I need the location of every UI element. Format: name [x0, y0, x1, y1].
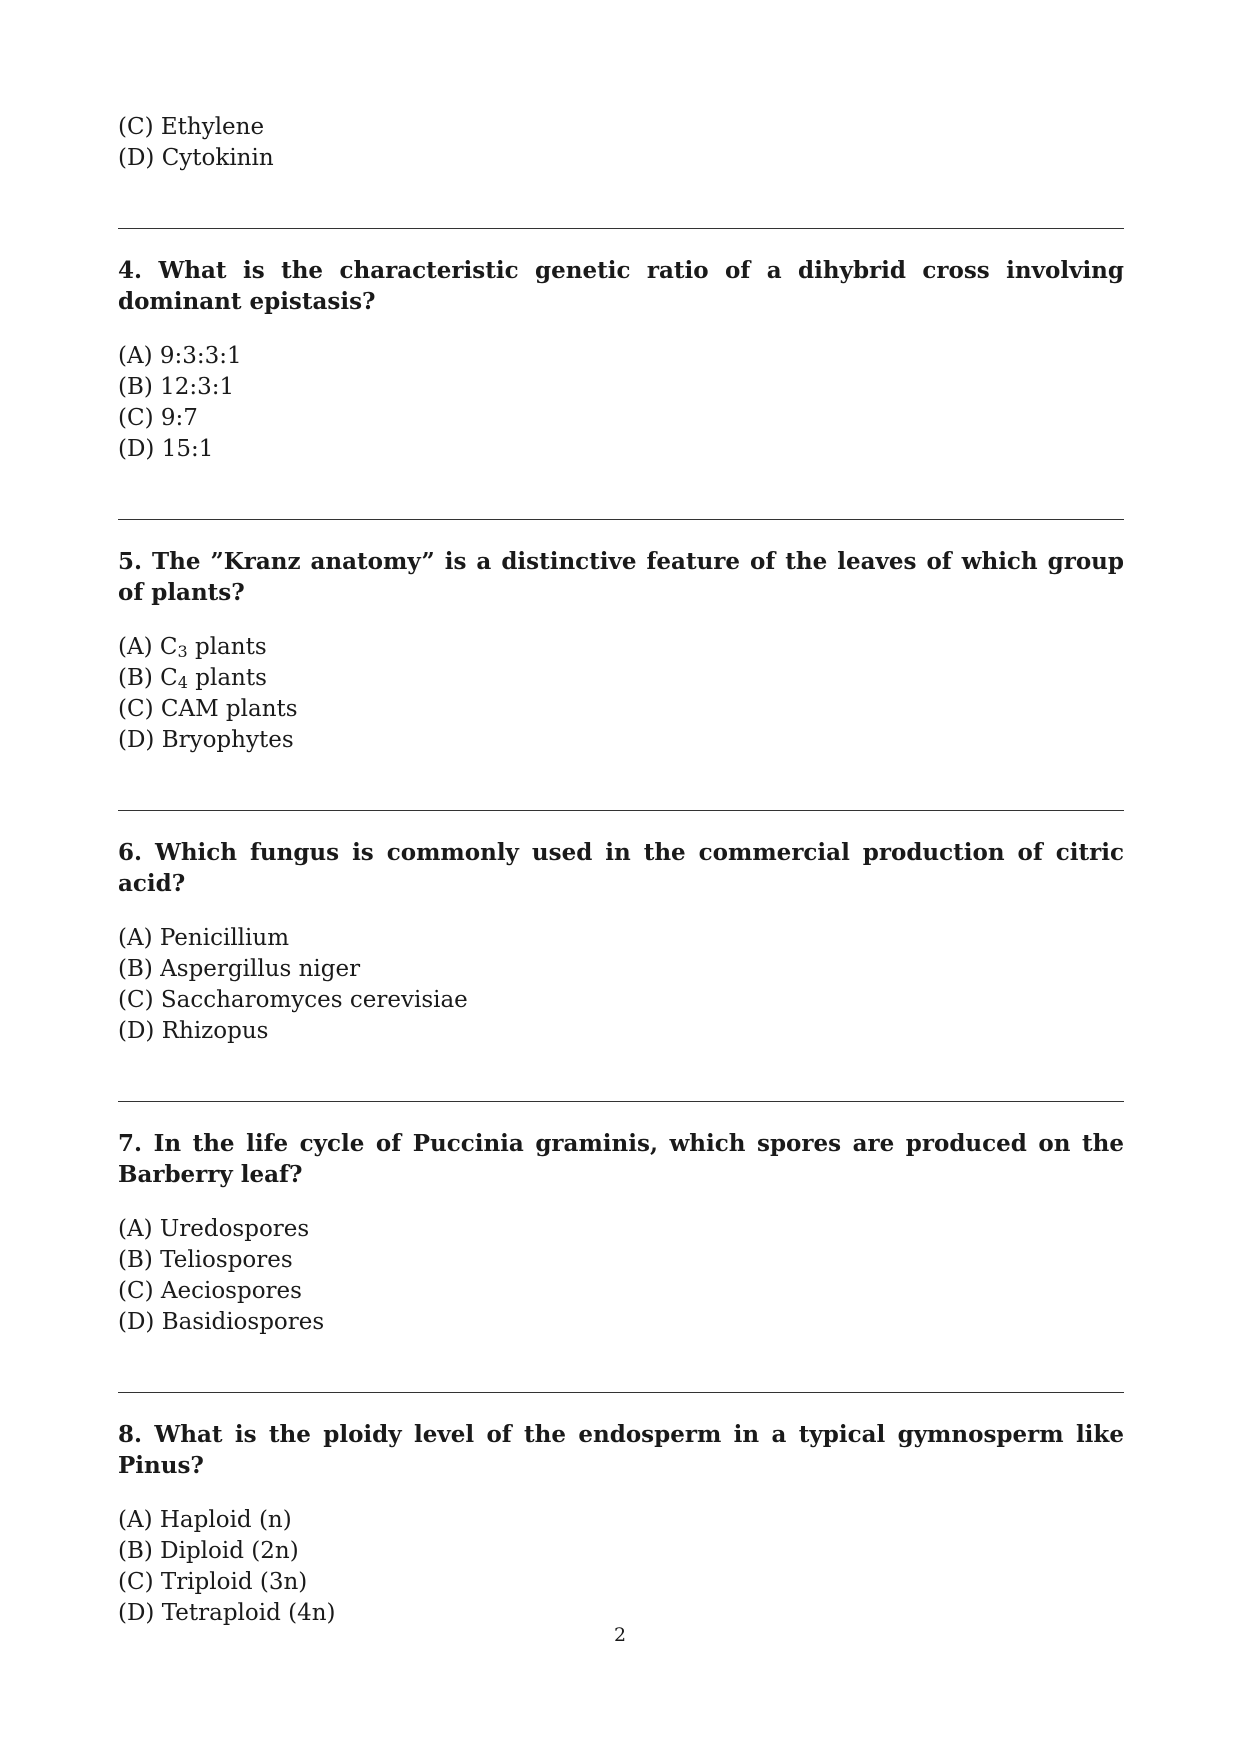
option: (B) Teliospores — [118, 1247, 293, 1273]
question-stem: What is the ploidy level of the endosperm in a typical gymnosperm like Pinus? — [118, 1421, 1124, 1479]
question-block-8 — [118, 1419, 1124, 1629]
option: (B) Diploid (2n) — [118, 1538, 299, 1564]
option: (B) 12:3:1 — [118, 374, 235, 400]
divider — [118, 1101, 1124, 1102]
option: (D) Rhizopus — [118, 1018, 269, 1044]
page-number: 2 — [613, 1624, 627, 1646]
option: (D) Tetraploid (4n) — [118, 1600, 336, 1626]
question-text — [118, 255, 1124, 317]
options-list — [118, 632, 1124, 756]
option: (D) 15:1 — [118, 436, 214, 462]
exam-page — [118, 112, 1124, 1629]
question-text — [118, 1419, 1124, 1481]
option: (C) Triploid (3n) — [118, 1569, 308, 1595]
question-stem: In the life cycle of Puccinia graminis, which spores are produced on the Barberry leaf? — [118, 1130, 1124, 1188]
option: (C) Ethylene — [118, 114, 265, 140]
option: (C) Aeciospores — [118, 1278, 302, 1304]
divider — [118, 810, 1124, 811]
option: (C) Saccharomyces cerevisiae — [118, 987, 468, 1013]
option: (A) Haploid (n) — [118, 1507, 292, 1533]
option: (A) 9:3:3:1 — [118, 343, 242, 369]
options-list — [118, 1214, 1124, 1338]
question-number: 4. — [118, 257, 143, 284]
divider — [118, 1392, 1124, 1393]
option: (D) Cytokinin — [118, 145, 274, 171]
question-stem: Which fungus is commonly used in the commercial production of citric acid? — [118, 839, 1124, 897]
option-subscript: 3 — [177, 642, 188, 661]
options-list — [118, 341, 1124, 465]
option-suffix: plants — [187, 634, 267, 660]
divider — [118, 519, 1124, 520]
question-text — [118, 546, 1124, 608]
option — [118, 663, 1124, 694]
question-block-5 — [118, 546, 1124, 756]
question-stem: The ”Kranz anatomy” is a distinctive feature of the leaves of which group of plants? — [118, 548, 1124, 606]
option: (C) CAM plants — [118, 696, 298, 722]
question-block-7 — [118, 1128, 1124, 1338]
question-number: 8. — [118, 1421, 143, 1448]
options-list — [118, 923, 1124, 1047]
option: (A) Penicillium — [118, 925, 290, 951]
question-block-4 — [118, 255, 1124, 465]
option-subscript: 4 — [177, 673, 188, 692]
question-block-6 — [118, 837, 1124, 1047]
question-number: 6. — [118, 839, 143, 866]
question-stem: What is the characteristic genetic ratio of a dihybrid cross involving dominant epistasis? — [118, 257, 1124, 315]
question-text — [118, 1128, 1124, 1190]
option-prefix: (A) C — [118, 634, 178, 660]
option: (D) Basidiospores — [118, 1309, 325, 1335]
question-number: 7. — [118, 1130, 143, 1157]
option: (D) Bryophytes — [118, 727, 294, 753]
option-prefix: (B) C — [118, 665, 178, 691]
option-suffix: plants — [187, 665, 267, 691]
options-list — [118, 1505, 1124, 1629]
carryover-options — [118, 112, 1124, 174]
option — [118, 632, 1124, 663]
question-text — [118, 837, 1124, 899]
option: (B) Aspergillus niger — [118, 956, 361, 982]
question-number: 5. — [118, 548, 143, 575]
divider — [118, 228, 1124, 229]
option: (A) Uredospores — [118, 1216, 310, 1242]
option: (C) 9:7 — [118, 405, 198, 431]
